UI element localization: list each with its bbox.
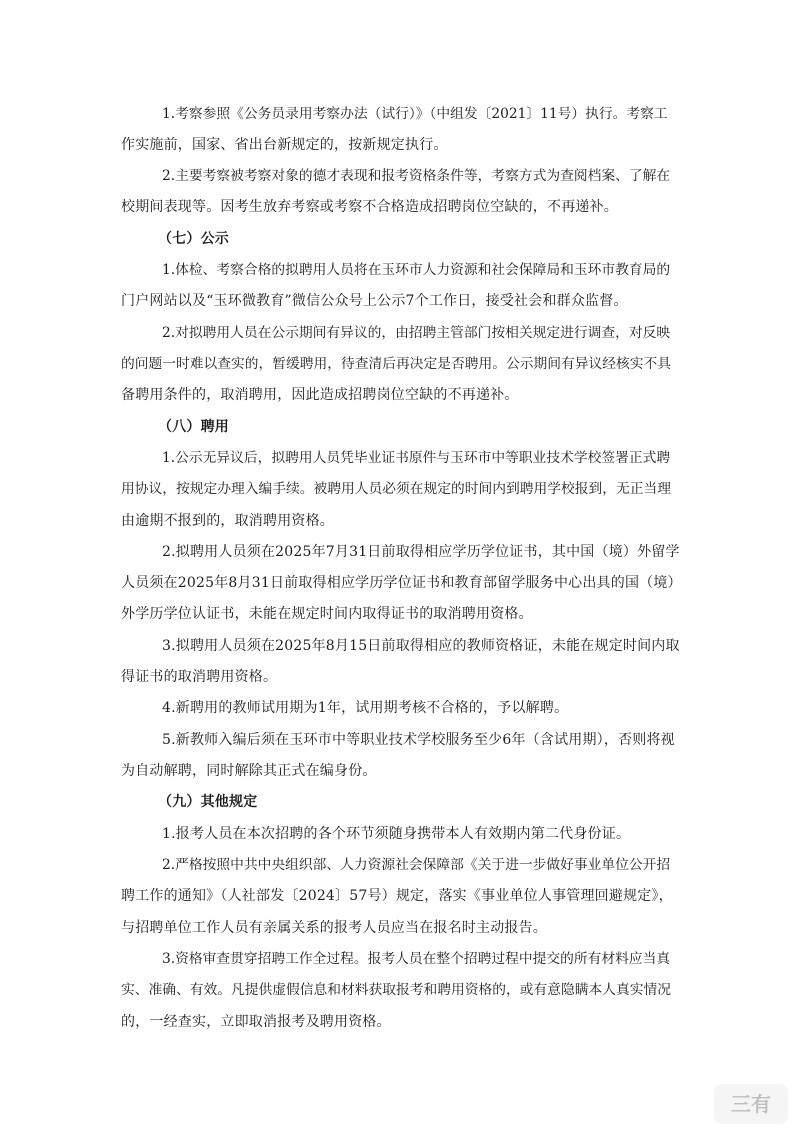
- text-line: 2.拟聘用人员须在2025年7月31日前取得相应学历学位证书，其中国（境）外留学: [162, 544, 680, 560]
- text-line: 实、准确、有效。凡提供虚假信息和材料获取报考和聘用资格的，或有意隐瞒本人真实情况: [121, 982, 672, 998]
- text-line: 1.报考人员在本次招聘的各个环节须随身携带本人有效期内第二代身份证。: [162, 826, 631, 842]
- text-line: 备聘用条件的，取消聘用，因此造成招聘岗位空缺的不再递补。: [121, 387, 519, 403]
- text-line: 5.新教师入编后须在玉环市中等职业技术学校服务至少6年（含试用期），否则将视: [162, 732, 675, 748]
- text-line: 3.资格审查贯穿招聘工作全过程。报考人员在整个招聘过程中提交的所有材料应当真: [162, 951, 671, 967]
- text-line: 门户网站以及“玉环微教育”微信公众号上公示7个工作日，接受社会和群众监督。: [121, 293, 628, 309]
- watermark-logo: 三有: [714, 1084, 788, 1124]
- text-line: 2.严格按照中共中央组织部、人力资源社会保障部《关于进一步做好事业单位公开招: [162, 857, 671, 873]
- text-line: 聘工作的通知》（人社部发〔2024〕57号）规定，落实《事业单位人事管理回避规定》，: [121, 888, 673, 904]
- text-line: 人员须在2025年8月31日前取得相应学历学位证书和教育部留学服务中心出具的国（境）: [121, 575, 682, 591]
- text-line: 为自动解聘，同时解除其正式在编身份。: [121, 763, 377, 779]
- text-line: 用协议，按规定办理入编手续。被聘用人员必须在规定的时间内到聘用学校报到，无正当理: [121, 481, 672, 497]
- text-line: 校期间表现等。因考生放弃考察或考察不合格造成招聘岗位空缺的，不再递补。: [121, 199, 618, 215]
- text-line: 2.对拟聘用人员在公示期间有异议的，由招聘主管部门按相关规定进行调查，对反映: [162, 325, 671, 341]
- section-heading: （八）聘用: [158, 419, 229, 435]
- text-line: 1.体检、考察合格的拟聘用人员将在玉环市人力资源和社会保障局和玉环市教育局的: [162, 262, 671, 278]
- text-line: 外学历学位认证书，未能在规定时间内取得证书的取消聘用资格。: [121, 606, 533, 622]
- text-line: 1.考察参照《公务员录用考察办法（试行）》（中组发〔2021〕11号）执行。考察工: [162, 106, 668, 122]
- text-line: 3.拟聘用人员须在2025年8月15日前取得相应的教师资格证，未能在规定时间内取: [162, 638, 680, 654]
- text-line: 的，一经查实，立即取消报考及聘用资格。: [121, 1014, 391, 1030]
- text-line: 2.主要考察被考察对象的德才表现和报考资格条件等，考察方式为查阅档案、了解在: [162, 168, 671, 184]
- text-line: 4.新聘用的教师试用期为1年，试用期考核不合格的，予以解聘。: [162, 700, 569, 716]
- text-line: 作实施前，国家、省出台新规定的，按新规定执行。: [121, 137, 448, 153]
- text-line: 由逾期不报到的，取消聘用资格。: [121, 513, 334, 529]
- text-line: 1.公示无异议后，拟聘用人员凭毕业证书原件与玉环市中等职业技术学校签署正式聘: [162, 450, 671, 466]
- text-line: 得证书的取消聘用资格。: [121, 669, 278, 685]
- section-heading: （九）其他规定: [158, 794, 258, 810]
- text-line: 与招聘单位工作人员有亲属关系的报考人员应当在报名时主动报告。: [121, 920, 547, 936]
- section-heading: （七）公示: [158, 231, 229, 247]
- text-line: 的问题一时难以查实的，暂缓聘用，待查清后再决定是否聘用。公示期间有异议经核实不具: [121, 356, 672, 372]
